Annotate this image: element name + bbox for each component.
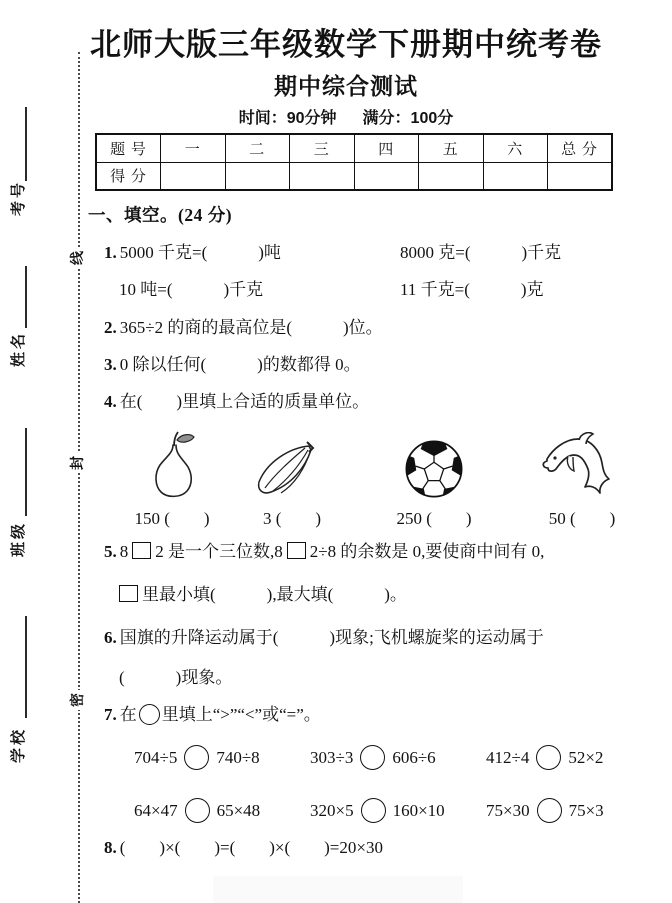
question-5-line-1: 5. 8 2 是一个三位数,8 2÷8 的余数是 0,要使商中间有 0, — [104, 542, 545, 561]
question-6-number: 6. — [104, 628, 117, 647]
question-1-item-4: 11 千克=( )克 — [400, 280, 544, 299]
paper-subtitle: 期中综合测试 — [274, 73, 418, 99]
header-cell-2: 二 — [225, 134, 290, 162]
bananas-icon — [234, 428, 350, 500]
question-3-number: 3. — [104, 355, 117, 374]
faint-watermark-box — [213, 876, 463, 903]
score-cell — [161, 162, 226, 190]
question-1-item-1: 1. 5000 千克=( )吨 — [104, 243, 281, 262]
question-6-line-1: 6. 国旗的升降运动属于( )现象;飞机螺旋桨的运动属于 — [104, 628, 544, 647]
section-one-heading: 一、填空。(24 分) — [88, 205, 233, 225]
blank-box — [119, 585, 138, 602]
name-label: 姓名 — [11, 331, 27, 368]
figure-pear — [114, 428, 230, 529]
seal-dotted-line — [78, 52, 80, 903]
score-table-score-row — [96, 162, 612, 190]
score-row-label: 得 分 — [96, 162, 161, 190]
soccer-ball-icon — [376, 428, 492, 500]
header-cell-1: 一 — [161, 134, 226, 162]
comparison-item-5: 320×5 160×10 — [310, 798, 445, 823]
header-cell-total: 总 分 — [548, 134, 613, 162]
header-cell-5: 五 — [419, 134, 484, 162]
compare-circle — [185, 798, 210, 823]
question-1-number: 1. — [104, 243, 117, 262]
question-7: 7. 在 里填上“>”“<”或“=”。 — [104, 705, 321, 724]
question-3: 3. 0 除以任何( )的数都得 0。 — [104, 355, 361, 374]
score-cell — [548, 162, 613, 190]
compare-circle — [536, 745, 561, 770]
score-cell — [483, 162, 548, 190]
score-table — [95, 133, 613, 191]
question-1-item-2: 8000 克=( )千克 — [400, 243, 562, 262]
question-5-number: 5. — [104, 542, 117, 561]
soccer-ball-weight-label: 250 ( ) — [396, 509, 472, 528]
school-blank-line — [25, 616, 27, 718]
question-5-line-2: 里最小填( ),最大填( )。 — [119, 583, 407, 607]
score-cell — [354, 162, 419, 190]
bananas-weight-label: 3 ( ) — [262, 509, 322, 528]
seal-char-xian: 线 — [68, 248, 90, 268]
figure-dolphin — [524, 428, 640, 529]
name-blank-line — [25, 266, 27, 328]
comparison-item-2: 303÷3 606÷6 — [310, 745, 436, 770]
dolphin-weight-label: 50 ( ) — [548, 509, 616, 528]
question-8: 8. ( )×( )=( )×( )=20×30 — [104, 838, 383, 857]
question-6-line-2: ( )现象。 — [119, 668, 233, 687]
header-cell-6: 六 — [483, 134, 548, 162]
comparison-item-3: 412÷4 52×2 — [486, 745, 603, 770]
question-8-number: 8. — [104, 838, 117, 857]
score-cell — [225, 162, 290, 190]
full-score: 满分：100分 — [362, 110, 454, 127]
exam-no-label: 考号 — [11, 180, 27, 217]
question-7-number: 7. — [104, 705, 117, 724]
seal-char-feng: 封 — [68, 453, 90, 473]
compare-circle — [537, 798, 562, 823]
header-cell-tihao: 题 号 — [96, 134, 161, 162]
question-2: 2. 365÷2 的商的最高位是( )位。 — [104, 318, 383, 337]
score-cell — [419, 162, 484, 190]
question-4: 4. 在( )里填上合适的质量单位。 — [104, 392, 370, 411]
paper-info — [70, 105, 622, 128]
compare-circle — [184, 745, 209, 770]
seal-char-mi: 密 — [68, 690, 90, 710]
class-label: 班级 — [11, 521, 27, 558]
time-limit: 时间：90分钟 — [238, 110, 337, 127]
comparison-item-6: 75×30 75×3 — [486, 798, 604, 823]
score-cell — [290, 162, 355, 190]
figure-soccer-ball — [376, 428, 492, 529]
class-blank-line — [25, 428, 27, 516]
figure-bananas — [234, 428, 350, 529]
pear-icon — [114, 428, 230, 500]
header-cell-3: 三 — [290, 134, 355, 162]
blank-box — [287, 542, 306, 559]
header-cell-4: 四 — [354, 134, 419, 162]
blank-circle — [139, 704, 160, 725]
pear-weight-label: 150 ( ) — [134, 509, 210, 528]
exam-no-blank-line — [25, 107, 27, 181]
dolphin-icon — [524, 428, 640, 500]
question-2-number: 2. — [104, 318, 117, 337]
blank-box — [132, 542, 151, 559]
school-label: 学校 — [11, 727, 27, 764]
score-table-header-row — [96, 134, 612, 162]
question-1-item-3: 10 吨=( )千克 — [119, 280, 264, 299]
compare-circle — [360, 745, 385, 770]
compare-circle — [361, 798, 386, 823]
question-4-number: 4. — [104, 392, 117, 411]
paper-title: 北师大版三年级数学下册期中统考卷 — [90, 27, 602, 62]
comparison-item-4: 64×47 65×48 — [134, 798, 260, 823]
comparison-item-1: 704÷5 740÷8 — [134, 745, 260, 770]
